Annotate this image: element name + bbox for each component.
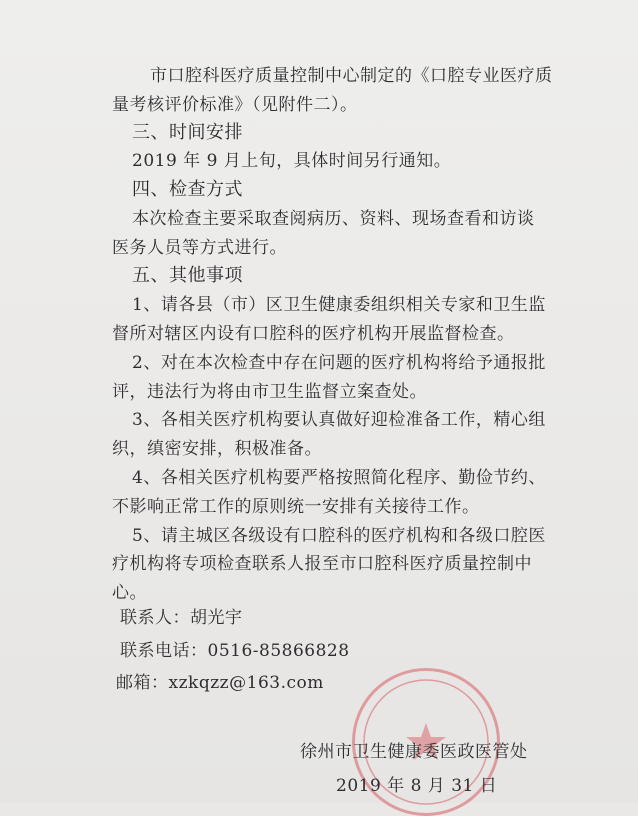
- section-heading-method: 四、检查方式: [132, 179, 243, 200]
- body-text-line: 3、各相关医疗机构要认真做好迎检准备工作，精心组: [132, 410, 546, 430]
- body-text-line: 本次检查主要采取查阅病历、资料、现场查看和访谈: [132, 209, 535, 229]
- contact-phone: 联系电话：0516-85866828: [120, 641, 350, 661]
- body-text-line: 评，违法行为将由市卫生监督立案查处。: [112, 382, 427, 402]
- body-text-line: 织，缜密安排，积极准备。: [112, 439, 322, 459]
- body-text-line: 量考核评价标准》（见附件二）。: [112, 95, 358, 115]
- signature-org: 徐州市卫生健康委医政医管处: [300, 742, 528, 762]
- body-text-line: 医务人员等方式进行。: [112, 238, 287, 258]
- body-text-line: 5、请主城区各级设有口腔科的医疗机构和各级口腔医: [132, 526, 546, 546]
- body-text-line: 市口腔科医疗质量控制中心制定的《口腔专业医疗质: [150, 66, 553, 86]
- body-text-line: 心。: [112, 583, 147, 603]
- signature-date: 2019 年 8 月 31 日: [336, 776, 498, 796]
- body-text-line: 2、对在本次检查中存在问题的医疗机构将给予通报批: [132, 353, 546, 373]
- body-text-line: 不影响正常工作的原则统一安排有关接待工作。: [112, 497, 480, 517]
- body-text-line: 督所对辖区内设有口腔科的医疗机构开展监督检查。: [112, 324, 515, 344]
- section-heading-schedule: 三、时间安排: [132, 122, 243, 143]
- section-heading-other: 五、其他事项: [132, 265, 243, 286]
- body-text-line: 4、各相关医疗机构要严格按照简化程序、勤俭节约、: [132, 468, 546, 488]
- contact-person: 联系人：胡光宇: [120, 608, 243, 628]
- body-text-line: 疗机构将专项检查联系人报至市口腔科医疗质量控制中: [112, 554, 532, 574]
- body-text-line: 2019 年 9 月上旬，具体时间另行通知。: [132, 151, 452, 171]
- contact-email: 邮箱：xzkqzz@163.com: [116, 673, 324, 693]
- body-text-line: 1、请各县（市）区卫生健康委组织相关专家和卫生监: [132, 295, 546, 315]
